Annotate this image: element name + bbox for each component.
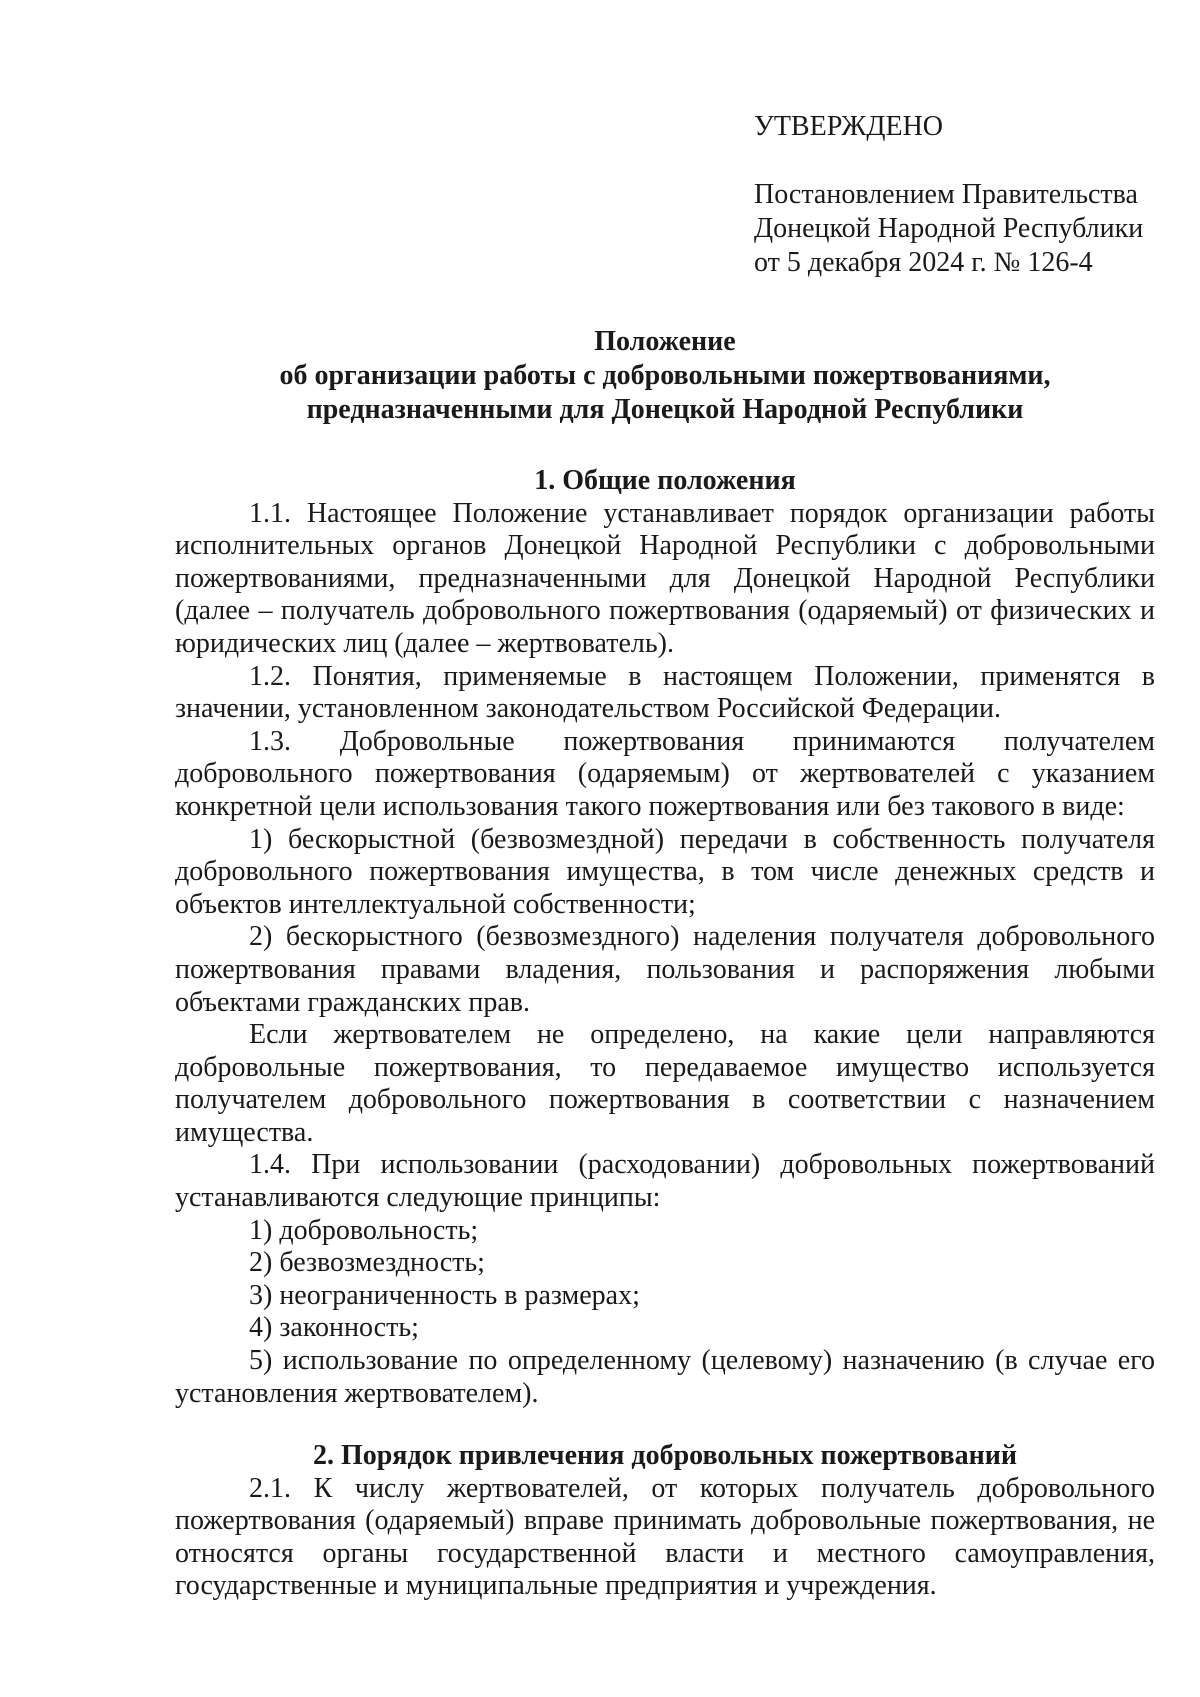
title-line: Положение	[594, 326, 736, 357]
paragraph-1-3: 1.3. Добровольные пожертвования принимаются получателем добровольного пожертвования (одаряемым) от жертвователей с указанием конкретной цели использования такого пожертвования или без такового в виде:	[175, 725, 1155, 822]
approval-line: Донецкой Народной Республики	[754, 213, 1144, 244]
title-line: предназначенными для Донецкой Народной Республики	[306, 394, 1024, 425]
section-general-provisions	[175, 465, 1155, 1410]
approved-label: УТВЕРЖДЕНО	[754, 111, 944, 142]
section-heading: 1. Общие положения	[534, 465, 796, 496]
section-attracting-donations	[175, 1440, 1155, 1603]
principle-item: 3) неограниченность в размерах;	[249, 1279, 640, 1311]
document-title	[175, 325, 1155, 427]
title-line: об организации работы с добровольными пожертвованиями,	[279, 360, 1051, 391]
principle-item: 5) использование по определенному (целевому) назначению (в случае его установления жертвователем).	[175, 1345, 1155, 1409]
paragraph-1-4: 1.4. При использовании (расходовании) добровольных пожертвований устанавливаются следующие принципы:	[175, 1149, 1155, 1214]
approval-date-line: от 5 декабря 2024 г. № 126-4	[754, 247, 1093, 278]
principle-item: 2) безвозмездность;	[249, 1247, 485, 1279]
paragraph-1-3-item-2: 2) бескорыстного (безвозмездного) наделения получателя добровольного пожертвования правами владения, пользования и распоряжения любыми объектами гражданских прав.	[175, 921, 1155, 1018]
approval-stamp-block	[754, 110, 1143, 280]
paragraph-1-3-item-1: 1) бескорыстной (безвозмездной) передачи в собственность получателя добровольного пожертвования имущества, в том числе денежных средств и объектов интеллектуальной собственности;	[175, 823, 1155, 920]
paragraph-1-3-note: Если жертвователем не определено, на какие цели направляются добровольные пожертвования, то передаваемое имущество используется получателем добровольного пожертвования в соответствии с назначением имущества.	[175, 1019, 1155, 1148]
paragraph-1-1: 1.1. Настоящее Положение устанавливает порядок организации работы исполнительных органов Донецкой Народной Республики с добровольными пожертвованиями, предназначенными для Донецкой Народной Республики (далее – получатель добровольного пожертвования (одаряемый) от физических и юридических лиц (далее – жертвователь).	[175, 497, 1155, 659]
section-heading: 2. Порядок привлечения добровольных пожертвований	[312, 1440, 1018, 1471]
paragraph-1-2: 1.2. Понятия, применяемые в настоящем Положении, применятся в значении, установленном законодательством Российской Федерации.	[175, 660, 1155, 725]
paragraph-2-1: 2.1. К числу жертвователей, от которых получатель добровольного пожертвования (одаряемый) вправе принимать добровольные пожертвования, не относятся органы государственной власти и местного самоуправления, государственные и муниципальные предприятия и учреждения.	[175, 1472, 1155, 1602]
approval-line: Постановлением Правительства	[754, 179, 1138, 210]
principle-item: 1) добровольность;	[249, 1214, 479, 1246]
principle-item: 4) законность;	[249, 1312, 419, 1344]
